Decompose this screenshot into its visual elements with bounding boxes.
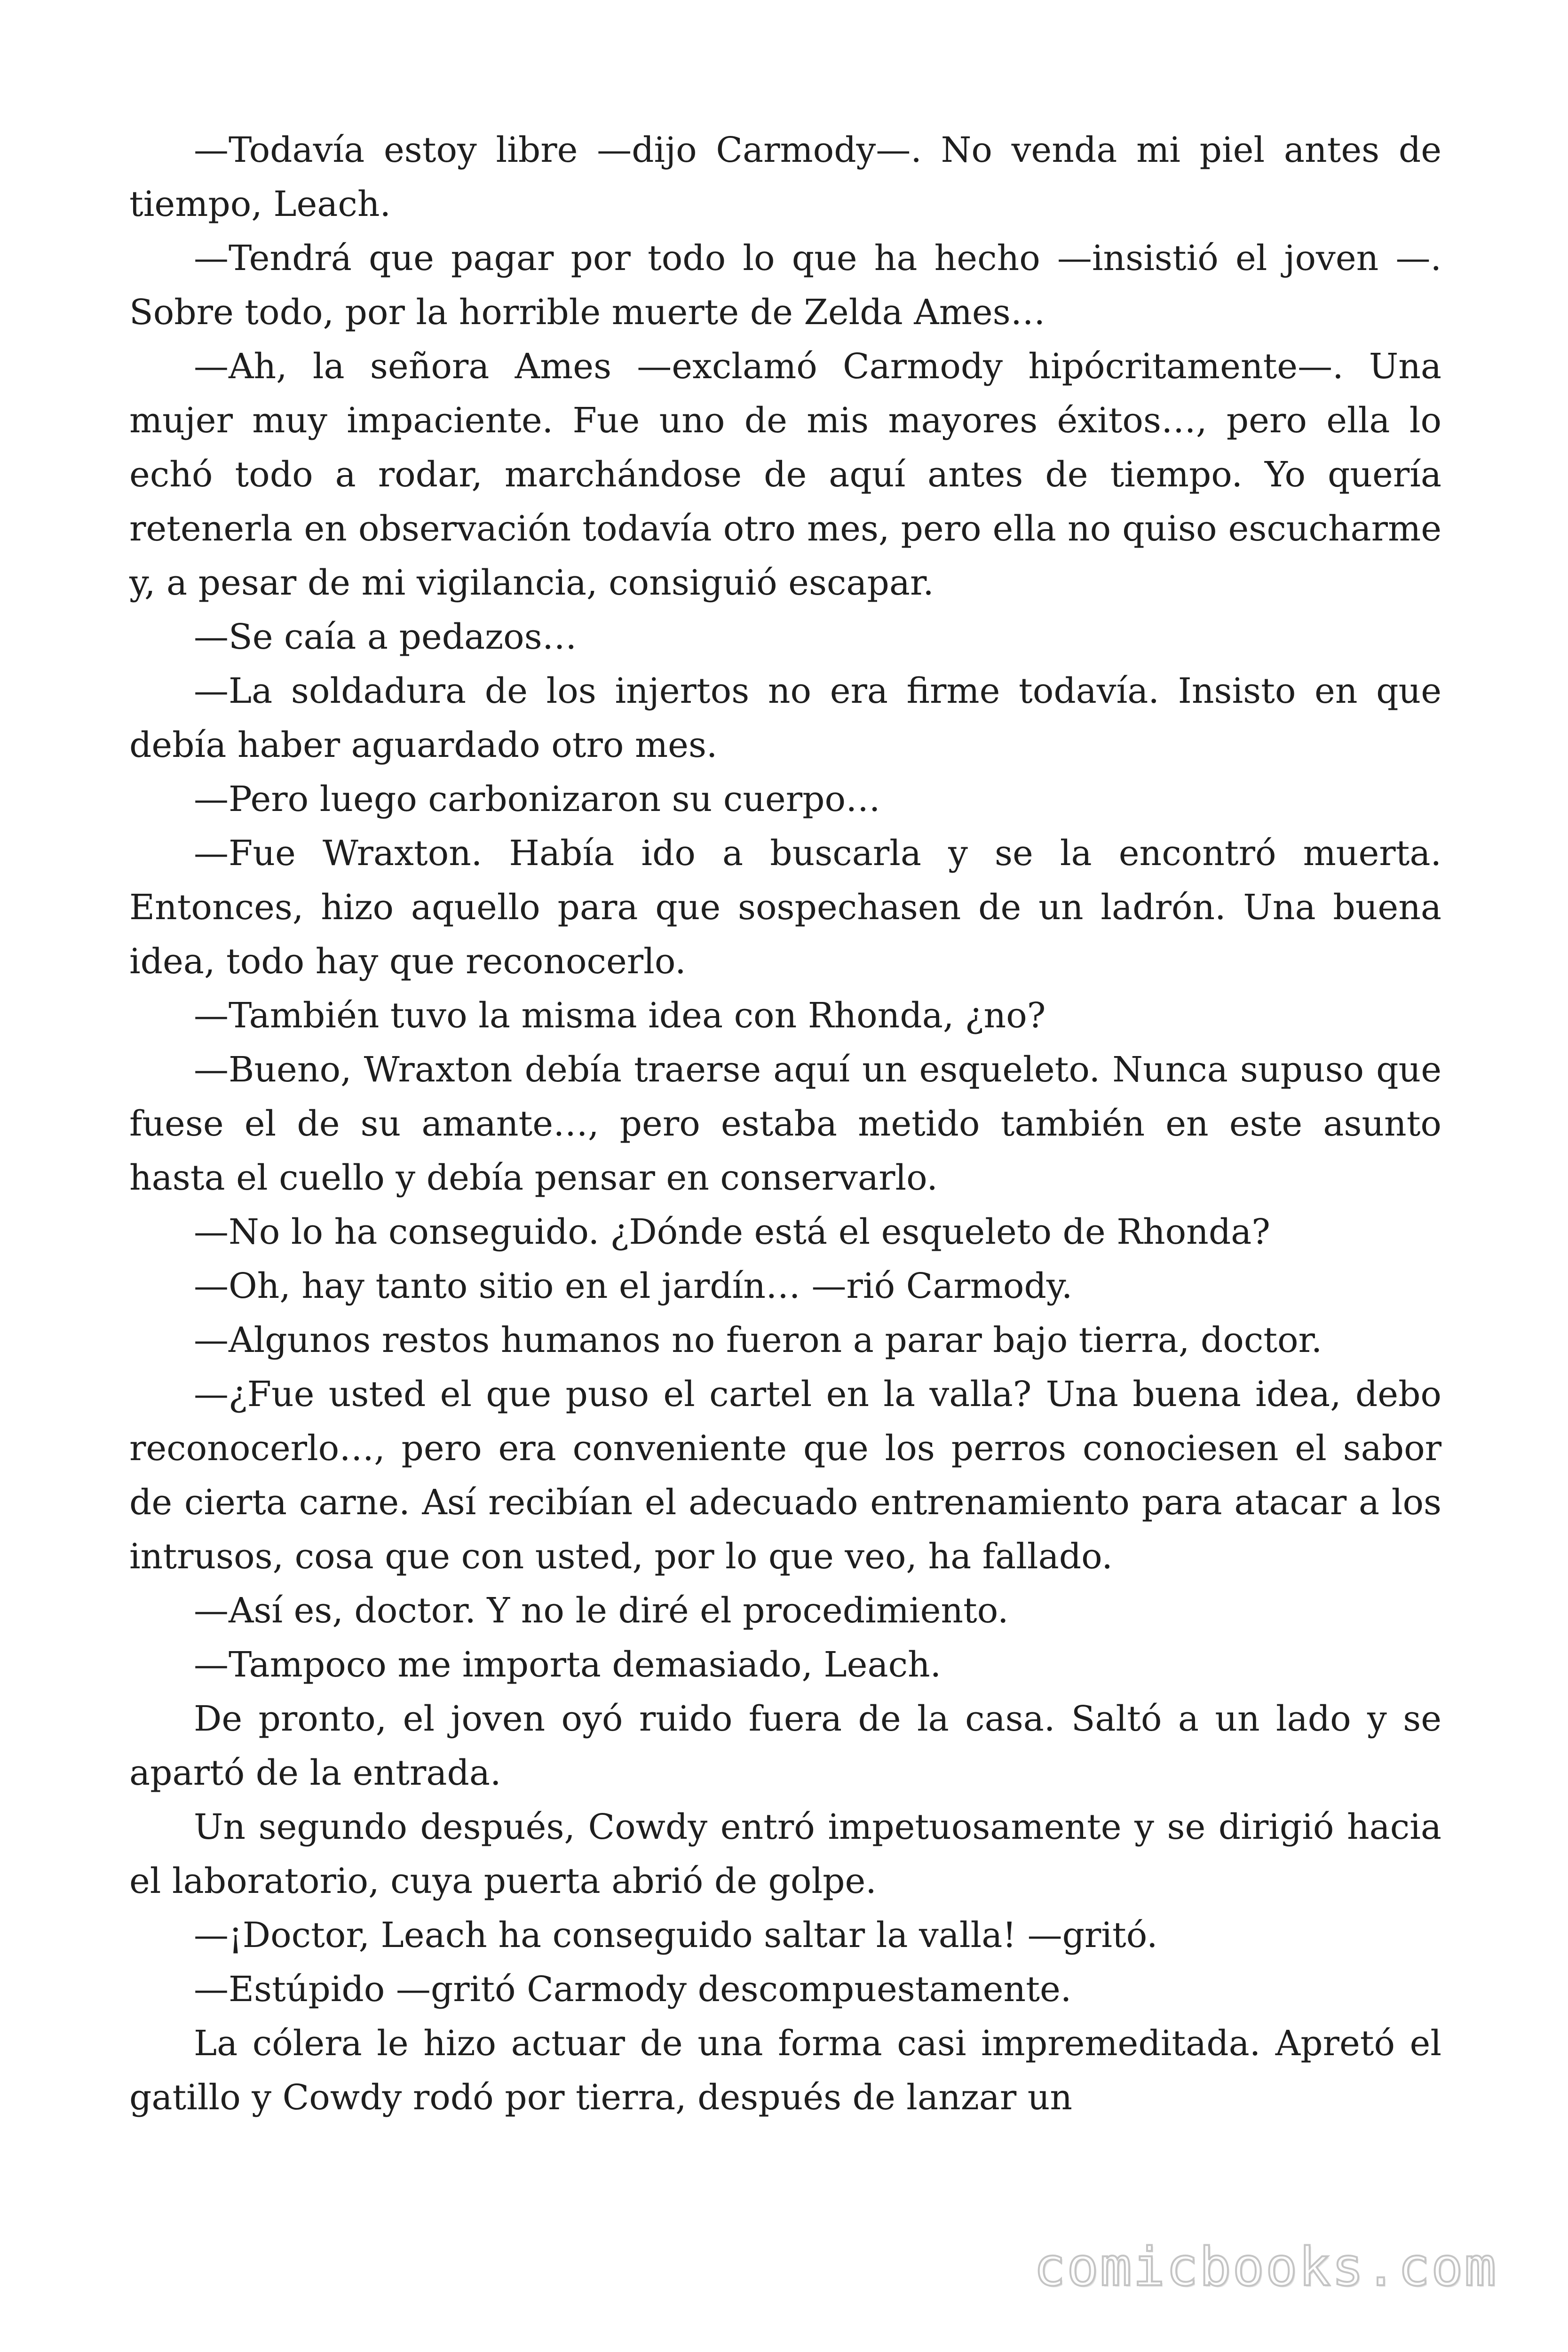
paragraph: De pronto, el joven oyó ruido fuera de la casa. Saltó a un lado y se apartó de la entrada.: [129, 1699, 1441, 1793]
watermark: comicbooks.com: [1033, 2237, 1497, 2298]
page-text: [129, 123, 1441, 2125]
paragraph: —Estúpido —gritó Carmody descompuestamente.: [194, 1969, 1072, 2010]
paragraph: —Se caía a pedazos…: [194, 617, 577, 657]
paragraph: —¿Fue usted el que puso el cartel en la valla? Una buena idea, debo reconocerlo…, pero era conveniente que los perros conociesen el sabor de cierta carne. Así recibían el adecuado entrenamiento para atacar a los intrusos, cosa que con usted, por lo que veo, ha fallado.: [129, 1374, 1441, 1577]
paragraph: —Pero luego carbonizaron su cuerpo…: [194, 779, 881, 819]
paragraph: —También tuvo la misma idea con Rhonda, ¿no?: [194, 995, 1046, 1036]
paragraph: —No lo ha conseguido. ¿Dónde está el esqueleto de Rhonda?: [194, 1212, 1270, 1252]
paragraph: —Así es, doctor. Y no le diré el procedimiento.: [194, 1590, 1009, 1631]
paragraph: —Todavía estoy libre —dijo Carmody—. No venda mi piel antes de tiempo, Leach.: [129, 130, 1441, 224]
paragraph: —Fue Wraxton. Había ido a buscarla y se la encontró muerta. Entonces, hizo aquello para que sospechasen de un ladrón. Una buena idea, todo hay que reconocerlo.: [129, 833, 1441, 982]
paragraph: —Tendrá que pagar por todo lo que ha hecho —insistió el joven —. Sobre todo, por la horrible muerte de Zelda Ames…: [129, 238, 1441, 333]
paragraph: —La soldadura de los injertos no era firme todavía. Insisto en que debía haber aguardado otro mes.: [129, 671, 1441, 765]
paragraph: —¡Doctor, Leach ha conseguido saltar la valla! —gritó.: [194, 1915, 1158, 1955]
paragraph: —Ah, la señora Ames —exclamó Carmody hipócritamente—. Una mujer muy impaciente. Fue uno de mis mayores éxitos…, pero ella lo echó todo a rodar, marchándose de aquí antes de tiempo. Yo quería retenerla en observación todavía otro mes, pero ella no quiso escucharme y, a pesar de mi vigilancia, consiguió escapar.: [129, 346, 1441, 603]
paragraph: Un segundo después, Cowdy entró impetuosamente y se dirigió hacia el laboratorio, cuya puerta abrió de golpe.: [129, 1807, 1441, 1901]
paragraph: —Tampoco me importa demasiado, Leach.: [194, 1645, 942, 1685]
paragraph: —Algunos restos humanos no fueron a parar bajo tierra, doctor.: [194, 1320, 1323, 1360]
paragraph: La cólera le hizo actuar de una forma casi impremeditada. Apretó el gatillo y Cowdy rodó por tierra, después de lanzar un: [129, 2023, 1441, 2118]
paragraph: —Oh, hay tanto sitio en el jardín… —rió Carmody.: [194, 1266, 1073, 1306]
paragraph: —Bueno, Wraxton debía traerse aquí un esqueleto. Nunca supuso que fuese el de su amante…, pero estaba metido también en este asunto hasta el cuello y debía pensar en conservarlo.: [129, 1049, 1441, 1198]
